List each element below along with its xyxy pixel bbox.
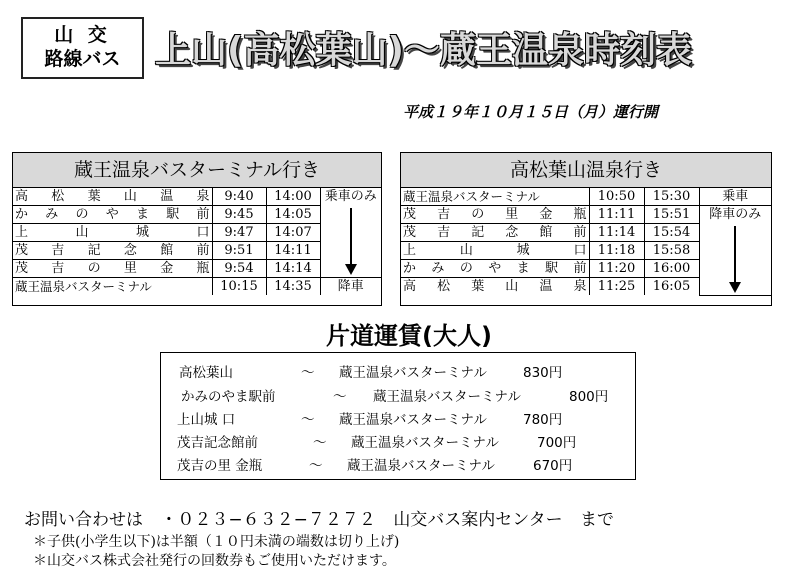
departure-time: 11:18 <box>589 242 644 260</box>
timetable-to-zao <box>12 152 382 306</box>
down-arrow-icon <box>734 226 736 282</box>
contact-center: 山交バス案内センター <box>393 510 563 530</box>
departure-time: 11:11 <box>589 206 644 224</box>
stop-name: 高松葉山温泉 <box>13 188 212 206</box>
timetable-header: 高松葉山温泉行き <box>401 153 771 188</box>
fare-separator: 〜 <box>301 365 315 381</box>
departure-time: 9:54 <box>212 260 266 278</box>
down-arrowhead-icon <box>729 282 741 293</box>
fare-separator: 〜 <box>313 435 327 451</box>
departure-time: 11:20 <box>589 260 644 278</box>
note-coupons: ＊山交バス株式会社発行の回数券もご使用いただけます。 <box>33 553 396 569</box>
stop-name: かみのやま駅前 <box>401 260 589 278</box>
departure-time: 14:14 <box>266 260 320 278</box>
departure-time: 10:15 <box>212 278 266 296</box>
fare-separator: 〜 <box>333 389 347 405</box>
timetable-grid <box>401 188 771 296</box>
fare-to: 蔵王温泉バスターミナル <box>351 435 499 451</box>
alighting-note-cell <box>699 206 771 296</box>
departure-time: 16:00 <box>644 260 699 278</box>
timetable-to-takamatsu <box>400 152 772 306</box>
fare-to: 蔵王温泉バスターミナル <box>339 412 487 428</box>
departure-time: 11:25 <box>589 278 644 296</box>
fare-from: 茂吉記念館前 <box>177 435 258 451</box>
departure-time: 9:51 <box>212 242 266 260</box>
fare-to: 蔵王温泉バスターミナル <box>373 389 521 405</box>
fare-price: 830円 <box>523 365 563 381</box>
fare-to: 蔵王温泉バスターミナル <box>347 458 495 474</box>
stop-name: 高松葉山温泉 <box>401 278 589 296</box>
fare-from: 高松葉山 <box>179 365 233 381</box>
timetable-header: 蔵王温泉バスターミナル行き <box>13 153 381 188</box>
fare-from: かみのやま駅前 <box>181 389 276 405</box>
note-child-fare: ＊子供(小学生以下)は半額（１０円未満の端数は切り上げ) <box>33 534 400 550</box>
departure-time: 15:30 <box>644 188 699 206</box>
down-arrow-icon <box>350 208 352 264</box>
logo-line1: 山 交 <box>54 24 111 46</box>
fare-separator: 〜 <box>309 458 323 474</box>
departure-time: 16:05 <box>644 278 699 296</box>
fare-price: 700円 <box>537 435 577 451</box>
fare-from: 上山城 口 <box>177 412 236 428</box>
fare-price: 780円 <box>523 412 563 428</box>
timetable-grid <box>13 188 381 295</box>
fare-box <box>160 352 636 480</box>
fare-to: 蔵王温泉バスターミナル <box>339 365 487 381</box>
start-date: 平成１９年１０月１５日（月）運行開 <box>403 103 659 121</box>
departure-time: 14:35 <box>266 278 320 296</box>
fare-price: 670円 <box>533 458 573 474</box>
contact-label: お問い合わせは <box>24 510 143 530</box>
stop-name: 上山城口 <box>13 224 212 242</box>
departure-time: 15:58 <box>644 242 699 260</box>
stop-name: 蔵王温泉バスターミナル <box>401 188 589 206</box>
boarding-note-cell <box>320 188 381 278</box>
fare-separator: 〜 <box>301 412 315 428</box>
departure-time: 11:14 <box>589 224 644 242</box>
logo-line2: 路線バス <box>44 48 121 70</box>
fare-from: 茂吉の里 金瓶 <box>177 458 263 474</box>
contact-suffix: まで <box>580 510 615 530</box>
departure-time: 14:00 <box>266 188 320 206</box>
departure-time: 14:05 <box>266 206 320 224</box>
contact-line <box>24 505 626 530</box>
departure-time: 15:54 <box>644 224 699 242</box>
page-title: 上山(高松葉山)〜蔵王温泉時刻表 <box>155 30 692 71</box>
table-row <box>401 206 771 224</box>
table-row <box>13 188 381 206</box>
departure-time: 14:07 <box>266 224 320 242</box>
phone-number[interactable]: ・０２３−６３２−７２７２ <box>160 510 376 530</box>
stop-name: かみのやま駅前 <box>13 206 212 224</box>
fare-price: 800円 <box>569 389 609 405</box>
table-row <box>401 188 771 206</box>
stop-name: 茂吉記念館前 <box>401 224 589 242</box>
fare-title: 片道運賃(大人) <box>326 322 492 350</box>
departure-time: 9:45 <box>212 206 266 224</box>
boarding-note: 乗車 <box>699 188 771 206</box>
alighting-note: 降車 <box>320 278 381 296</box>
departure-time: 9:47 <box>212 224 266 242</box>
departure-time: 14:11 <box>266 242 320 260</box>
departure-time: 15:51 <box>644 206 699 224</box>
boarding-only-note: 乗車のみ <box>324 189 377 204</box>
stop-name: 蔵王温泉バスターミナル <box>13 278 212 296</box>
alighting-only-note: 降車のみ <box>709 207 762 222</box>
stop-name: 上山城口 <box>401 242 589 260</box>
logo <box>21 17 144 79</box>
departure-time: 10:50 <box>589 188 644 206</box>
stop-name: 茂吉記念館前 <box>13 242 212 260</box>
stop-name: 茂吉の里金瓶 <box>401 206 589 224</box>
table-row <box>13 278 381 296</box>
down-arrowhead-icon <box>345 264 357 275</box>
stop-name: 茂吉の里金瓶 <box>13 260 212 278</box>
departure-time: 9:40 <box>212 188 266 206</box>
